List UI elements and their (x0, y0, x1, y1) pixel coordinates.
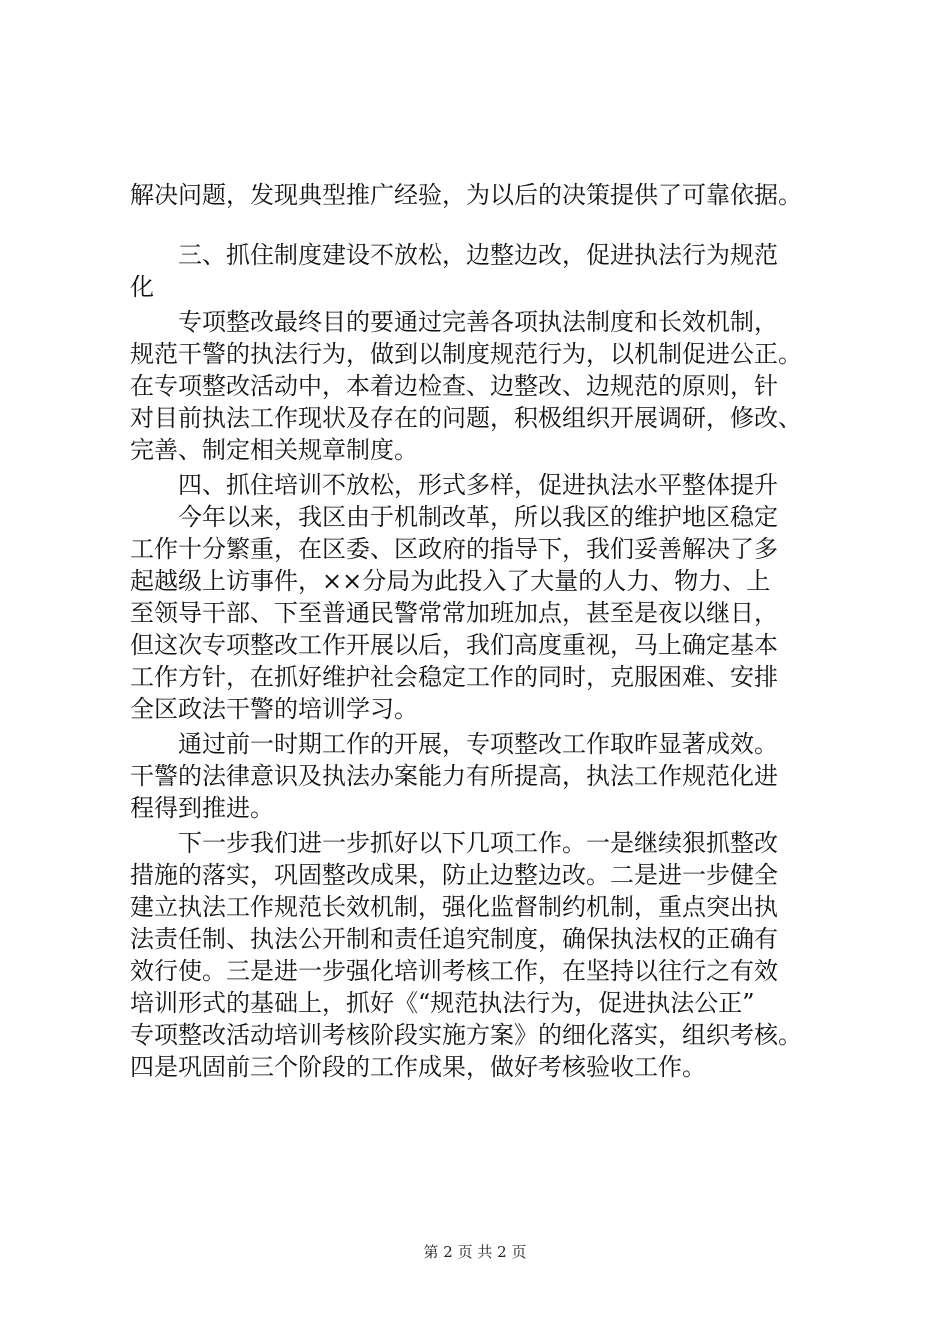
text-line: 专项整改最终目的要通过完善各项执法制度和长效机制， (178, 308, 778, 336)
text-line: 工作十分繁重，在区委、区政府的指导下，我们妥善解决了多 (130, 535, 778, 563)
section-heading: 四、抓住培训不放松，形式多样，促进执法水平整体提升 (178, 471, 778, 499)
text-line: 建立执法工作规范长效机制，强化监督制约机制，重点突出执 (130, 893, 778, 921)
text-line: 至领导干部、下至普通民警常常加班加点，甚至是夜以继日， (130, 599, 778, 627)
text-line: 四是巩固前三个阶段的工作成果，做好考核验收工作。 (130, 1053, 706, 1081)
text-line: 起越级上访事件，××分局为此投入了大量的人力、物力、上 (130, 567, 771, 595)
text-line: 解决问题，发现典型推广经验，为以后的决策提供了可靠依据。 (130, 181, 802, 209)
page-footer: 第 2 页 共 2 页 (423, 1243, 527, 1261)
text-line: 干警的法律意识及执法办案能力有所提高，执法工作规范化进 (130, 762, 778, 790)
text-line: 培训形式的基础上，抓好《“规范执法行为，促进执法公正” (130, 989, 755, 1017)
text-line: 措施的落实，巩固整改成果，防止边整边改。二是进一步健全 (130, 861, 778, 889)
section-heading: 化 (130, 273, 154, 301)
text-line: 法责任制、执法公开制和责任追究制度，确保执法权的正确有 (130, 925, 778, 953)
text-line: 今年以来，我区由于机制改革，所以我区的维护地区稳定 (178, 503, 778, 531)
text-line: 工作方针，在抓好维护社会稳定工作的同时，克服困难、安排 (130, 663, 778, 691)
text-line: 对目前执法工作现状及存在的问题，积极组织开展调研，修改、 (130, 404, 802, 432)
text-line: 全区政法干警的培训学习。 (130, 695, 418, 723)
text-line: 程得到推进。 (130, 794, 274, 822)
text-line: 专项整改活动培训考核阶段实施方案》的细化落实，组织考核。 (130, 1021, 802, 1049)
text-line: 效行使。三是进一步强化培训考核工作，在坚持以往行之有效 (130, 957, 778, 985)
text-line: 下一步我们进一步抓好以下几项工作。一是继续狠抓整改 (178, 829, 778, 857)
text-line: 但这次专项整改工作开展以后，我们高度重视，马上确定基本 (130, 631, 778, 659)
text-line: 规范干警的执法行为，做到以制度规范行为，以机制促进公正。 (130, 340, 802, 368)
section-heading: 三、抓住制度建设不放松，边整边改，促进执法行为规范 (178, 241, 778, 269)
text-line: 通过前一时期工作的开展，专项整改工作取昨显著成效。 (178, 730, 778, 758)
text-line: 在专项整改活动中，本着边检查、边整改、边规范的原则，针 (130, 372, 778, 400)
text-line: 完善、制定相关规章制度。 (130, 436, 418, 464)
